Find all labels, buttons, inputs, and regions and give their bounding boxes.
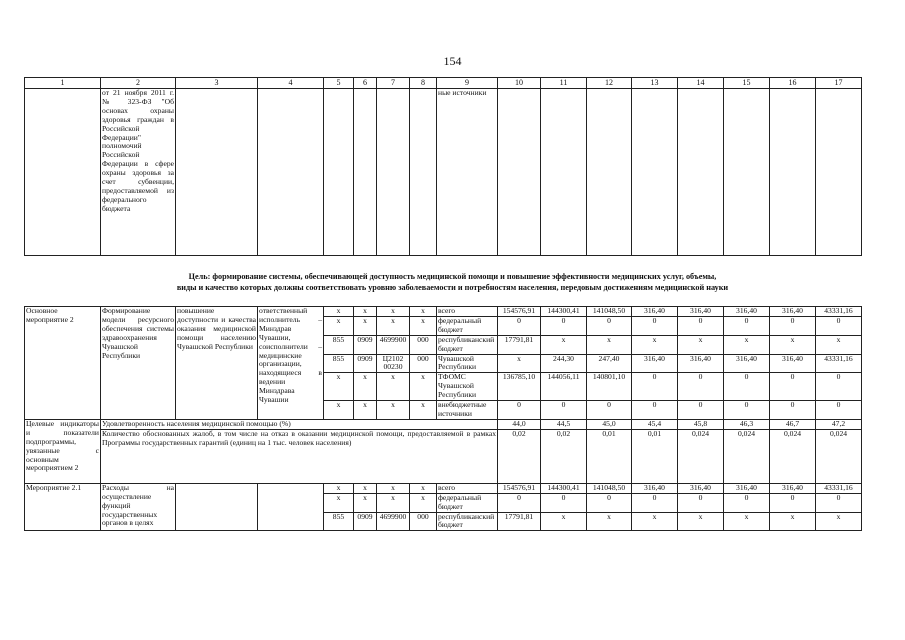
- value-cell: x: [770, 512, 816, 531]
- value-cell: 44,0: [498, 419, 541, 429]
- indicator-name: Удовлетворенность населения медицинской помощью (%): [101, 419, 498, 429]
- value-cell: 316,40: [632, 483, 678, 493]
- value-cell: 0,02: [541, 429, 587, 483]
- value-cell: 316,40: [632, 307, 678, 317]
- cell-c8: 000: [410, 354, 437, 373]
- value-cell: 316,40: [678, 354, 724, 373]
- table-row: [25, 483, 862, 493]
- cell-c5: x: [324, 493, 354, 512]
- funding-source: федеральный бюджет: [437, 493, 498, 512]
- cell-c8: x: [410, 483, 437, 493]
- value-cell: 46,3: [724, 419, 770, 429]
- value-cell: 0: [632, 373, 678, 401]
- indicators-label: Целевые индикаторы и показатели подпрограммы, увязанные с основным мероприятием 2: [25, 419, 101, 483]
- column-number: 11: [541, 78, 587, 89]
- column-number: 6: [354, 78, 377, 89]
- value-cell: 136785,10: [498, 373, 541, 401]
- cell-c6: x: [354, 316, 377, 335]
- column-number: 5: [324, 78, 354, 89]
- value-cell: x: [632, 335, 678, 354]
- cell-c8: x: [410, 401, 437, 420]
- cell-c7: x: [377, 307, 410, 317]
- cell-c7: x: [377, 373, 410, 401]
- cell-c5: x: [324, 307, 354, 317]
- cell-c5: 855: [324, 512, 354, 531]
- value-cell: 316,40: [770, 483, 816, 493]
- event-executors: ответственный исполнитель – Минздрав Чувашии, соисполнители – медицинские организации, находящиеся в ведении Минздрава Чувашии: [258, 307, 324, 420]
- funding-source: всего: [437, 307, 498, 317]
- event-name: Мероприятие 2.1: [25, 483, 101, 531]
- cell-c5: 855: [324, 335, 354, 354]
- cell-c7: x: [377, 483, 410, 493]
- value-cell: 44,5: [541, 419, 587, 429]
- value-cell: x: [541, 512, 587, 531]
- value-cell: 0: [770, 401, 816, 420]
- table-row: [25, 89, 862, 256]
- cell-c8: x: [410, 493, 437, 512]
- value-cell: 45,4: [632, 419, 678, 429]
- value-cell: 0: [587, 316, 632, 335]
- value-cell: 316,40: [724, 307, 770, 317]
- column-number: 10: [498, 78, 541, 89]
- column-number: 4: [258, 78, 324, 89]
- value-cell: 316,40: [632, 354, 678, 373]
- cell-c6: 0909: [354, 354, 377, 373]
- value-cell: 0: [498, 401, 541, 420]
- value-cell: 0: [816, 316, 862, 335]
- funding-source: Чувашской Республики: [437, 354, 498, 373]
- value-cell: x: [678, 335, 724, 354]
- cell-c6: x: [354, 307, 377, 317]
- value-cell: x: [816, 335, 862, 354]
- goal-line: виды и качество которых должны соответствовать уровню заболеваемости и потребностям населения, передовым достижениям медицинской науки: [176, 282, 729, 292]
- event-description: Формирование модели ресурсного обеспечения системы здравоохранения Чувашской Республики: [101, 307, 176, 420]
- column-number: 9: [437, 78, 498, 89]
- cell-c8: x: [410, 316, 437, 335]
- value-cell: 144056,11: [541, 373, 587, 401]
- value-cell: 144300,41: [541, 483, 587, 493]
- cell-c7: x: [377, 316, 410, 335]
- cell-c5: x: [324, 483, 354, 493]
- value-cell: 0: [770, 373, 816, 401]
- value-cell: 0: [678, 401, 724, 420]
- column-number: 8: [410, 78, 437, 89]
- value-cell: 0: [587, 493, 632, 512]
- column-number: 16: [770, 78, 816, 89]
- value-cell: 141048,50: [587, 307, 632, 317]
- funding-source: внебюджетные источники: [437, 401, 498, 420]
- value-cell: 43331,16: [816, 307, 862, 317]
- cell-c7: x: [377, 493, 410, 512]
- value-cell: x: [632, 512, 678, 531]
- cell-c5: 855: [324, 354, 354, 373]
- budget-table: [24, 306, 862, 531]
- event-goal: повышение доступности и качества оказания медицинской помощи населению Чувашской Республики: [176, 307, 258, 420]
- value-cell: 244,30: [541, 354, 587, 373]
- value-cell: 0: [632, 316, 678, 335]
- column-number: 3: [176, 78, 258, 89]
- value-cell: 0: [541, 401, 587, 420]
- value-cell: 316,40: [724, 483, 770, 493]
- cell-c7: 4699900: [377, 512, 410, 531]
- value-cell: 0: [632, 401, 678, 420]
- value-cell: 43331,16: [816, 483, 862, 493]
- value-cell: 247,40: [587, 354, 632, 373]
- value-cell: 0: [724, 493, 770, 512]
- cell-c7: Ц2102 00230: [377, 354, 410, 373]
- value-cell: 0: [816, 401, 862, 420]
- column-number-row: [25, 78, 862, 89]
- cell-c7: x: [377, 401, 410, 420]
- cell-c5: x: [324, 401, 354, 420]
- goal-heading: [24, 272, 881, 293]
- event-name: Основное мероприятие 2: [25, 307, 101, 420]
- value-cell: 316,40: [678, 483, 724, 493]
- value-cell: 45,8: [678, 419, 724, 429]
- value-cell: 0,024: [678, 429, 724, 483]
- value-cell: 0: [816, 373, 862, 401]
- value-cell: 0: [724, 373, 770, 401]
- column-number: 1: [25, 78, 101, 89]
- funding-source: ные источники: [437, 89, 498, 256]
- cell-c8: x: [410, 307, 437, 317]
- funding-source: республиканский бюджет: [437, 512, 498, 531]
- value-cell: 0: [678, 316, 724, 335]
- value-cell: 0: [816, 493, 862, 512]
- funding-source: республиканский бюджет: [437, 335, 498, 354]
- column-number: 13: [632, 78, 678, 89]
- value-cell: 144300,41: [541, 307, 587, 317]
- value-cell: x: [770, 335, 816, 354]
- value-cell: 0: [541, 316, 587, 335]
- value-cell: 316,40: [770, 307, 816, 317]
- value-cell: 0,01: [632, 429, 678, 483]
- value-cell: 17791,81: [498, 335, 541, 354]
- value-cell: 0: [724, 316, 770, 335]
- value-cell: 0: [678, 493, 724, 512]
- value-cell: 46,7: [770, 419, 816, 429]
- budget-table-continued: [24, 77, 862, 256]
- indicator-name: Количество обоснованных жалоб, в том числе на отказ в оказании медицинской помощи, предоставляемой в рамках Программы государственных гарантий (единиц на 1 тыс. человек населения): [101, 429, 498, 483]
- value-cell: 43331,16: [816, 354, 862, 373]
- value-cell: x: [816, 512, 862, 531]
- value-cell: x: [678, 512, 724, 531]
- value-cell: 0: [632, 493, 678, 512]
- value-cell: 0,02: [498, 429, 541, 483]
- value-cell: 0,024: [724, 429, 770, 483]
- column-number: 2: [101, 78, 176, 89]
- value-cell: 0: [770, 493, 816, 512]
- value-cell: 0: [498, 493, 541, 512]
- value-cell: 0,024: [770, 429, 816, 483]
- continued-description: от 21 ноября 2011 г. № 323-ФЗ "Об основах охраны здоровья граждан в Российской Федерации" полномочий Российской Федерации в сфере охраны здоровья за счет субвенции, предоставляемой из федерального бюджета: [101, 89, 176, 256]
- cell-c8: x: [410, 373, 437, 401]
- column-number: 14: [678, 78, 724, 89]
- value-cell: 45,0: [587, 419, 632, 429]
- value-cell: 0: [770, 316, 816, 335]
- cell-c6: x: [354, 493, 377, 512]
- column-number: 7: [377, 78, 410, 89]
- cell-c6: 0909: [354, 335, 377, 354]
- value-cell: 17791,81: [498, 512, 541, 531]
- value-cell: 316,40: [724, 354, 770, 373]
- value-cell: 0: [587, 401, 632, 420]
- cell-c6: x: [354, 373, 377, 401]
- cell-c6: 0909: [354, 512, 377, 531]
- cell-c5: x: [324, 373, 354, 401]
- indicator-row: [25, 429, 862, 483]
- value-cell: x: [498, 354, 541, 373]
- value-cell: 154576,91: [498, 483, 541, 493]
- value-cell: 140801,10: [587, 373, 632, 401]
- column-number: 15: [724, 78, 770, 89]
- value-cell: 316,40: [678, 307, 724, 317]
- column-number: 12: [587, 78, 632, 89]
- table-row: [25, 307, 862, 317]
- funding-source: всего: [437, 483, 498, 493]
- cell-c5: x: [324, 316, 354, 335]
- value-cell: x: [724, 335, 770, 354]
- indicator-row: [25, 419, 862, 429]
- funding-source: федеральный бюджет: [437, 316, 498, 335]
- funding-source: ТФОМС Чувашской Республики: [437, 373, 498, 401]
- value-cell: 0,01: [587, 429, 632, 483]
- column-number: 17: [816, 78, 862, 89]
- event-description: Расходы на осуществление функций государственных органов в целях: [101, 483, 176, 531]
- value-cell: 316,40: [770, 354, 816, 373]
- cell-c7: 4699900: [377, 335, 410, 354]
- cell-c8: 000: [410, 512, 437, 531]
- page-number: 154: [443, 54, 462, 68]
- value-cell: 154576,91: [498, 307, 541, 317]
- value-cell: x: [587, 335, 632, 354]
- cell-c8: 000: [410, 335, 437, 354]
- value-cell: x: [587, 512, 632, 531]
- cell-c6: x: [354, 483, 377, 493]
- goal-line: Цель: формирование системы, обеспечивающей доступность медицинской помощи и повышение эффективности медицинских услуг, объемы,: [188, 272, 717, 281]
- value-cell: x: [541, 335, 587, 354]
- value-cell: 47,2: [816, 419, 862, 429]
- value-cell: 0: [724, 401, 770, 420]
- value-cell: 141048,50: [587, 483, 632, 493]
- value-cell: 0: [541, 493, 587, 512]
- value-cell: 0: [678, 373, 724, 401]
- cell-c6: x: [354, 401, 377, 420]
- value-cell: 0: [498, 316, 541, 335]
- value-cell: 0,024: [816, 429, 862, 483]
- value-cell: x: [724, 512, 770, 531]
